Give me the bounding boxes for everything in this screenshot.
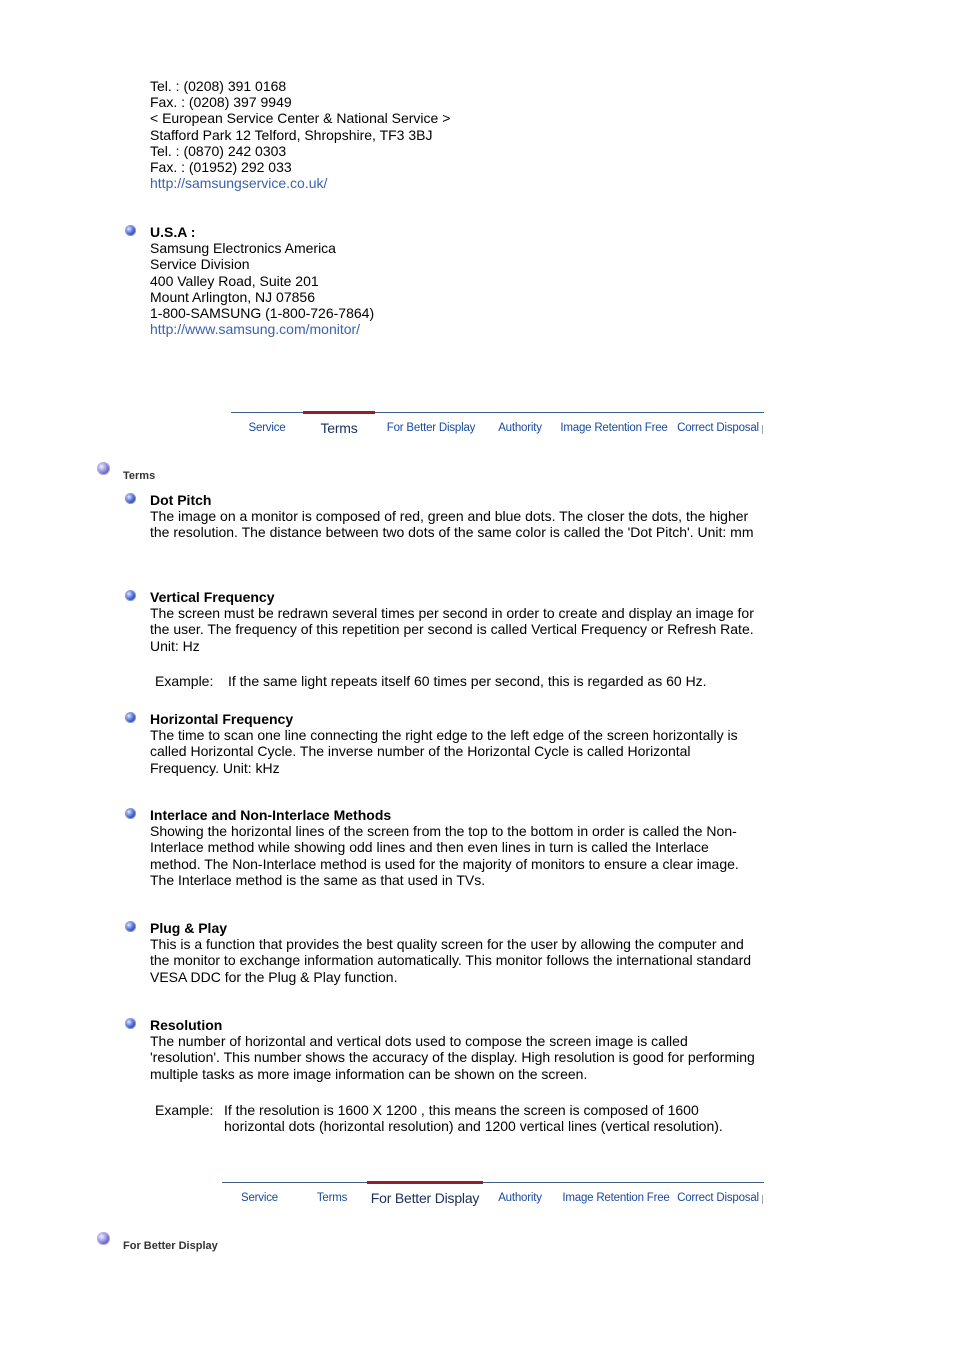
term-title: Horizontal Frequency — [150, 711, 294, 727]
tab-authority[interactable]: Authority — [498, 1192, 542, 1204]
tab-terms[interactable]: Terms — [316, 1192, 348, 1204]
tab-service[interactable]: Service — [248, 422, 286, 434]
tab-terms[interactable]: Terms — [303, 413, 375, 443]
term-title: Dot Pitch — [150, 492, 212, 508]
tab-authority[interactable]: Authority — [498, 422, 542, 434]
usa-contact-block — [150, 224, 374, 337]
bullet-icon — [125, 493, 136, 504]
bullet-icon — [125, 921, 136, 932]
term-title: Plug & Play — [150, 920, 228, 936]
term-title: Resolution — [150, 1017, 223, 1033]
section-bullet-icon — [97, 462, 110, 475]
nav-bar-bottom — [222, 1182, 764, 1213]
bullet-icon — [125, 1018, 136, 1029]
usa-service-link[interactable]: http://www.samsung.com/monitor/ — [150, 321, 361, 338]
uk-service-link[interactable]: http://samsungservice.co.uk/ — [150, 175, 328, 192]
nav-bar-top — [231, 412, 764, 443]
term-title: Interlace and Non-Interlace Methods — [150, 807, 392, 823]
section-bullet-icon — [97, 1232, 110, 1245]
uk-line: < European Service Center & National Service > — [150, 110, 451, 127]
bullet-icon — [125, 808, 136, 819]
nav-divider — [762, 1195, 763, 1204]
bullet-icon — [125, 712, 136, 723]
usa-line: Samsung Electronics America — [150, 240, 336, 257]
uk-contact-block — [150, 78, 450, 191]
usa-heading: U.S.A : — [150, 224, 196, 240]
term-body: The number of horizontal and vertical dots used to compose the screen image is called 'resolution'. This number shows the accuracy of the display. High resolution is good for performing multiple tasks as more image information can be shown on the screen. — [150, 1033, 755, 1082]
term-item — [150, 920, 760, 985]
term-item — [150, 492, 760, 541]
example-label: Example: — [155, 1102, 214, 1118]
uk-line: Fax. : (0208) 397 9949 — [150, 94, 292, 111]
bullet-icon — [125, 225, 136, 236]
term-item — [150, 589, 760, 654]
tab-correct-disposal[interactable]: Correct Disposal — [677, 1192, 759, 1204]
tab-for-better-display[interactable]: For Better Display — [367, 1183, 483, 1213]
uk-line: Tel. : (0208) 391 0168 — [150, 78, 287, 94]
tab-service[interactable]: Service — [241, 1192, 278, 1204]
better-display-section-label: For Better Display — [123, 1240, 218, 1252]
uk-line: Stafford Park 12 Telford, Shropshire, TF3 3BJ — [150, 126, 433, 143]
usa-line: 1-800-SAMSUNG (1-800-726-7864) — [150, 305, 375, 322]
term-item — [150, 807, 760, 888]
term-body: The image on a monitor is composed of red, green and blue dots. The closer the dots, the higher the resolution. The distance between two dots of the same color is called the 'Dot Pitch'. Unit: mm — [150, 508, 754, 541]
usa-line: 400 Valley Road, Suite 201 — [150, 272, 319, 289]
term-title: Vertical Frequency — [150, 589, 275, 605]
term-body: This is a function that provides the best quality screen for the user by allowing the computer and the monitor to exchange information automatically. This monitor follows the international standard VESA DDC for the Plug & Play function. — [150, 936, 752, 985]
usa-line: Mount Arlington, NJ 07856 — [150, 288, 315, 305]
example-label: Example: — [155, 673, 214, 689]
term-item — [150, 711, 760, 776]
tab-for-better-display[interactable]: For Better Display — [386, 422, 476, 434]
uk-line: Fax. : (01952) 292 033 — [150, 159, 292, 176]
term-body: Showing the horizontal lines of the screen from the top to the bottom in order is called the Non-Interlace method while showing odd lines and then even lines in turn is called the Interlace method. The Non-Interlace method is used for the majority of monitors to ensure a clear image. The Interlace method is the same as that used in TVs. — [150, 823, 739, 888]
tab-correct-disposal[interactable]: Correct Disposal — [677, 422, 759, 434]
term-item — [150, 1017, 760, 1082]
term-body: The time to scan one line connecting the right edge to the left edge of the screen horizontally is called Horizontal Cycle. The inverse number of the Horizontal Cycle is called Horizontal Frequency. Unit: kHz — [150, 727, 738, 776]
uk-line: Tel. : (0870) 242 0303 — [150, 142, 287, 159]
terms-section-label: Terms — [123, 470, 156, 482]
usa-line: Service Division — [150, 256, 250, 273]
nav-divider — [762, 425, 763, 434]
tab-image-retention-free[interactable]: Image Retention Free — [562, 1192, 670, 1204]
tab-image-retention-free[interactable]: Image Retention Free — [560, 422, 668, 434]
example-text: If the same light repeats itself 60 times per second, this is regarded as 60 Hz. — [228, 673, 707, 689]
bullet-icon — [125, 590, 136, 601]
term-body: The screen must be redrawn several times per second in order to create and display an image for the user. The frequency of this repetition per second is called Vertical Frequency or Refresh Rate. Unit: Hz — [150, 605, 754, 654]
example-text: If the resolution is 1600 X 1200 , this means the screen is composed of 1600 horizontal dots (horizontal resolution) and 1200 vertical lines (vertical resolution). — [224, 1102, 723, 1135]
